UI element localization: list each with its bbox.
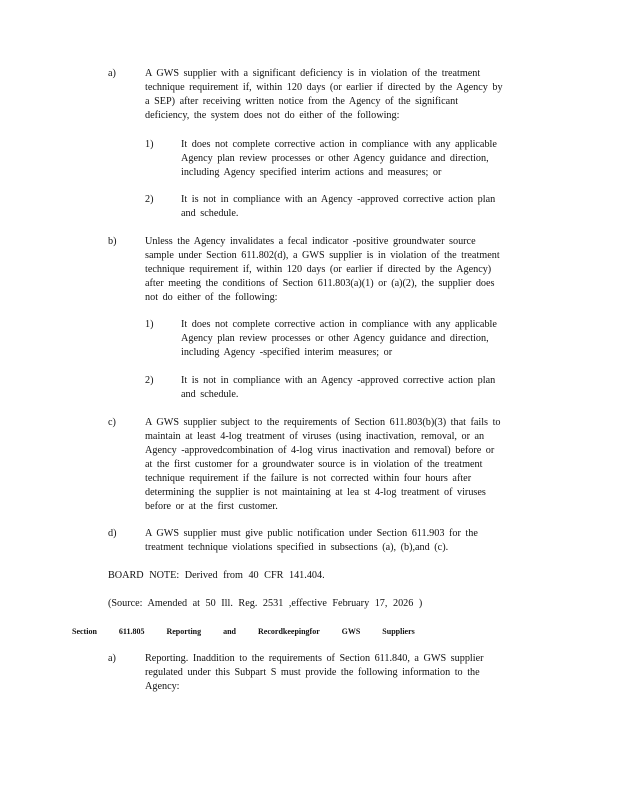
text-line: Agency -approvedcombination of 4-log virus inactivation and removal) before or (145, 445, 495, 456)
text-line: sample under Section 611.802(d), a GWS supplier is in violation of the treatment (145, 250, 500, 261)
text-line: not do either of the following: (145, 292, 278, 303)
text-line: at the first customer for a groundwater source is in violation of the treatment (145, 459, 483, 470)
text-line: A GWS supplier subject to the requirements of Section 611.803(b)(3) that fails to (145, 417, 501, 428)
subsection-next-a-label: a) (108, 653, 116, 664)
text-line: including Agency specified interim actions and measures; or (181, 167, 442, 178)
item-a1-label: 1) (145, 139, 154, 150)
item-b1-label: 1) (145, 319, 154, 330)
item-a2-label: 2) (145, 194, 154, 205)
subsection-a-label: a) (108, 68, 116, 79)
item-b1-text (181, 318, 541, 360)
subsection-c-text (145, 416, 545, 514)
text-line: Agency plan review processes or other Agency guidance and direction, (181, 333, 489, 344)
source-note: (Source: Amended at 50 Ill. Reg. 2531 ,effective February 17, 2026 ) (108, 598, 423, 609)
text-line: regulated under this Subpart S must provide the following information to the (145, 667, 480, 678)
text-line: treatment technique violations specified in subsections (a), (b),and (c). (145, 542, 449, 553)
text-line: A GWS supplier with a significant deficiency is in violation of the treatment (145, 68, 481, 79)
text-line: a SEP) after receiving written notice from the Agency of the significant (145, 96, 459, 107)
text-line: It is not in compliance with an Agency -approved corrective action plan (181, 375, 496, 386)
text-line: after meeting the conditions of Section 611.803(a)(1) or (a)(2), the supplier does (145, 278, 495, 289)
section-heading: Section 611.805 Reporting and Recordkeepingfor GWS Suppliers (72, 627, 415, 636)
subsection-b-text (145, 235, 545, 305)
text-line: and schedule. (181, 389, 239, 400)
text-line: including Agency -specified interim measures; or (181, 347, 393, 358)
text-line: Agency plan review processes or other Agency guidance and direction, (181, 153, 489, 164)
subsection-d-text (145, 527, 545, 555)
subsection-next-a-text (145, 652, 545, 694)
board-note: BOARD NOTE: Derived from 40 CFR 141.404. (108, 570, 325, 581)
text-line: before or at the first customer. (145, 501, 278, 512)
text-line: It is not in compliance with an Agency -approved corrective action plan (181, 194, 496, 205)
text-line: It does not complete corrective action in compliance with any applicable (181, 319, 497, 330)
item-b2-text (181, 374, 541, 402)
text-line: deficiency, the system does not do either of the following: (145, 110, 400, 121)
item-a1-text (181, 138, 541, 180)
text-line: technique requirement if the failure is not corrected within four hours after (145, 473, 472, 484)
text-line: and schedule. (181, 208, 239, 219)
subsection-a-text (145, 67, 545, 123)
text-line: technique requirement if, within 120 days (or earlier if directed by the Agency) (145, 264, 492, 275)
text-line: maintain at least 4-log treatment of viruses (using inactivation, removal, or an (145, 431, 485, 442)
subsection-d-label: d) (108, 528, 117, 539)
text-line: determining the supplier is not maintaining at lea st 4-log treatment of viruses (145, 487, 486, 498)
text-line: technique requirement if, within 120 days (or earlier if directed by the Agency by (145, 82, 503, 93)
text-line: Reporting. Inaddition to the requirements of Section 611.840, a GWS supplier (145, 653, 484, 664)
item-a2-text (181, 193, 541, 221)
text-line: It does not complete corrective action in compliance with any applicable (181, 139, 497, 150)
text-line: Unless the Agency invalidates a fecal indicator -positive groundwater source (145, 236, 476, 247)
subsection-c-label: c) (108, 417, 116, 428)
text-line: Agency: (145, 681, 180, 692)
item-b2-label: 2) (145, 375, 154, 386)
text-line: A GWS supplier must give public notification under Section 611.903 for the (145, 528, 478, 539)
subsection-b-label: b) (108, 236, 117, 247)
